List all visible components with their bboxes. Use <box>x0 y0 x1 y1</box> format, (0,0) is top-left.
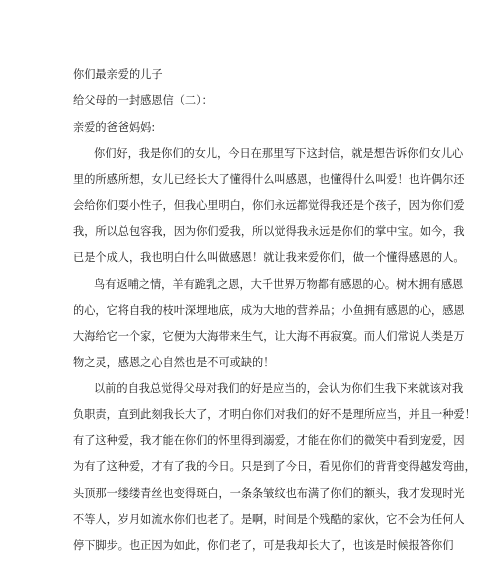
letter-salutation: 亲爱的爸爸妈妈: <box>73 121 156 134</box>
paragraph-line: 大海给它一个家，它便为大海带来生气，让大海不再寂寞。而人们常说人类是万 <box>73 330 465 343</box>
paragraph-line: 有了这种爱，我才能在你们的怀里得到溺爱，才能在你们的微笑中看到宠爱，因 <box>73 434 465 447</box>
paragraph-line: 的心，它将自我的枝叶深埋地底，成为大地的营养品；小鱼拥有感恩的心，感恩 <box>73 304 465 317</box>
paragraph-line: 停下脚步。也正因为如此，你们老了，可是我却长大了，也该是时候报答你们 <box>73 539 454 552</box>
paragraph-line: 物之灵，感恩之心自然也是不可或缺的！ <box>73 356 275 369</box>
paragraph-line: 不等人，岁月如流水你们也老了。是啊，时间是个残酷的家伙，它不会为任何人 <box>73 513 465 526</box>
paragraph-line: 已是个成人，我也明白什么叫做感恩！就让我来爱你们，做一个懂得感恩的人。 <box>73 251 465 264</box>
paragraph-line: 你们好，我是你们的女儿，今日在那里写下这封信，就是想告诉你们女儿心 <box>94 147 464 160</box>
letter-subtitle: 给父母的一封感恩信（二）： <box>73 94 213 107</box>
paragraph-line: 以前的自我总觉得父母对我们的好是应当的，会认为你们生我下来就该对我 <box>94 382 464 395</box>
paragraph-line: 为有了这种爱，才有了我的今日。只是到了今日，看见你们的背背变得越发弯曲， <box>73 460 476 473</box>
paragraph-line: 头顶那一缕缕青丝也变得斑白，一条条皱纹也布满了你们的额头，我才发现时光 <box>73 487 465 500</box>
paragraph-line: 会给你们耍小性子，但我心里明白，你们永远都觉得我还是个孩子，因为你们爱 <box>73 199 465 212</box>
letter-title: 你们最亲爱的儿子 <box>73 68 163 81</box>
paragraph-line: 里的所感所想，女儿已经长大了懂得什么叫感恩，也懂得什么叫爱！也许偶尔还 <box>73 173 465 186</box>
paragraph-line: 负职责，直到此刻我长大了，才明白你们对我们的好不是理所应当，并且一种爱！ <box>73 408 476 421</box>
paragraph-line: 我，所以总包容我，因为你们爱我，所以觉得我永远是你们的掌中宝。如今，我 <box>73 225 465 238</box>
paragraph-line: 鸟有返哺之情，羊有跪乳之恩，大千世界万物都有感恩的心。树木拥有感恩 <box>94 278 464 291</box>
